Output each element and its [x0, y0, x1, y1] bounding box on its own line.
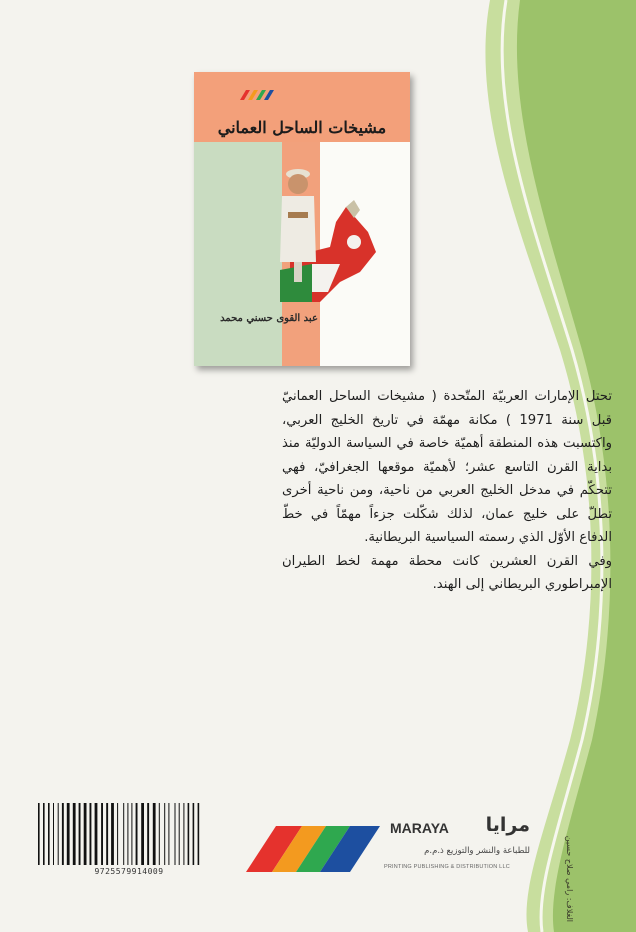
book-cover-title: مشيخات الساحل العماني — [217, 118, 387, 137]
barcode-bar — [43, 803, 45, 865]
publisher-name-en: MARAYA — [390, 820, 449, 836]
barcode-bar — [123, 803, 124, 865]
barcode-bar — [127, 803, 128, 865]
barcode-bar — [90, 803, 92, 865]
barcode-bar — [58, 803, 59, 865]
maraya-logo-icon — [246, 822, 380, 872]
barcode-bar — [73, 803, 76, 865]
barcode-bar — [175, 803, 176, 865]
barcode-bar — [183, 803, 184, 865]
barcode-bar — [153, 803, 156, 865]
book-description — [282, 385, 612, 597]
barcode-bar — [79, 803, 81, 865]
cover-designer-credit: الغلاف: رامي صلاح حسين — [565, 835, 574, 922]
book-publisher-logo-icon — [240, 88, 274, 100]
barcode-bar — [136, 803, 138, 865]
barcode-bar — [95, 803, 98, 865]
publisher-name-ar: مرايا — [485, 814, 530, 836]
barcode-bar — [111, 803, 114, 865]
barcode-bar — [168, 803, 169, 865]
isbn-barcode — [34, 803, 224, 869]
description-paragraph-2: وفي القرن العشرين كانت محطة مهمة لخط الطيران الإمبراطوري البريطاني إلى الهند. — [282, 553, 612, 592]
publisher-subtitle-ar: للطباعة والنشر والتوزيع ذ.م.م — [424, 846, 530, 856]
barcode-bar — [101, 803, 103, 865]
barcode-number: 9725579914009 — [94, 867, 164, 876]
barcode-bar — [159, 803, 160, 865]
book-cover-map-illustration — [250, 152, 380, 322]
barcode-bar — [106, 803, 108, 865]
barcode-bar — [164, 803, 165, 865]
barcode-bar — [131, 803, 132, 865]
barcode-bar — [117, 803, 118, 865]
barcode-bar — [188, 803, 190, 865]
barcode-bar — [48, 803, 50, 865]
description-paragraph-1: تحتل الإمارات العربيّة المتّحدة ( مشيخات الساحل العمانيّ قبل سنة 1971 ) مكانة مهمّة في تاريخ الخليج العربي، واكتسبت هذه المنطقة أهميّة خاصة في السياسة الدوليّة منذ بداية القرن التاسع عشر؛ لأهميّة موقعها الجغرافيّ، فهي تتحكّم في مدخل الخليج العربي من ناحية، ومن ناحية أخرى تطلّ على خليج عمان، لذلك شكّلت جزءاً مهمّاً في خطّ الدفاع الأوّل الذي رسمته السياسية البريطانية. — [282, 389, 612, 545]
barcode-bar — [193, 803, 195, 865]
book-cover-author: عبد القوى حسني محمد — [220, 313, 318, 324]
barcode-bar — [53, 803, 54, 865]
barcode-bar — [198, 803, 200, 865]
publisher-subtitle-en: PRINTING PUBLISHING & DISTRIBUTION LLC — [384, 864, 510, 870]
barcode-bar — [84, 803, 87, 865]
barcode-bar — [62, 803, 64, 865]
barcode-bar — [67, 803, 70, 865]
barcode-bar — [141, 803, 144, 865]
book-cover-thumbnail — [194, 72, 410, 366]
barcode-bar — [179, 803, 180, 865]
barcode-bar — [38, 803, 40, 865]
barcode-bar — [147, 803, 149, 865]
